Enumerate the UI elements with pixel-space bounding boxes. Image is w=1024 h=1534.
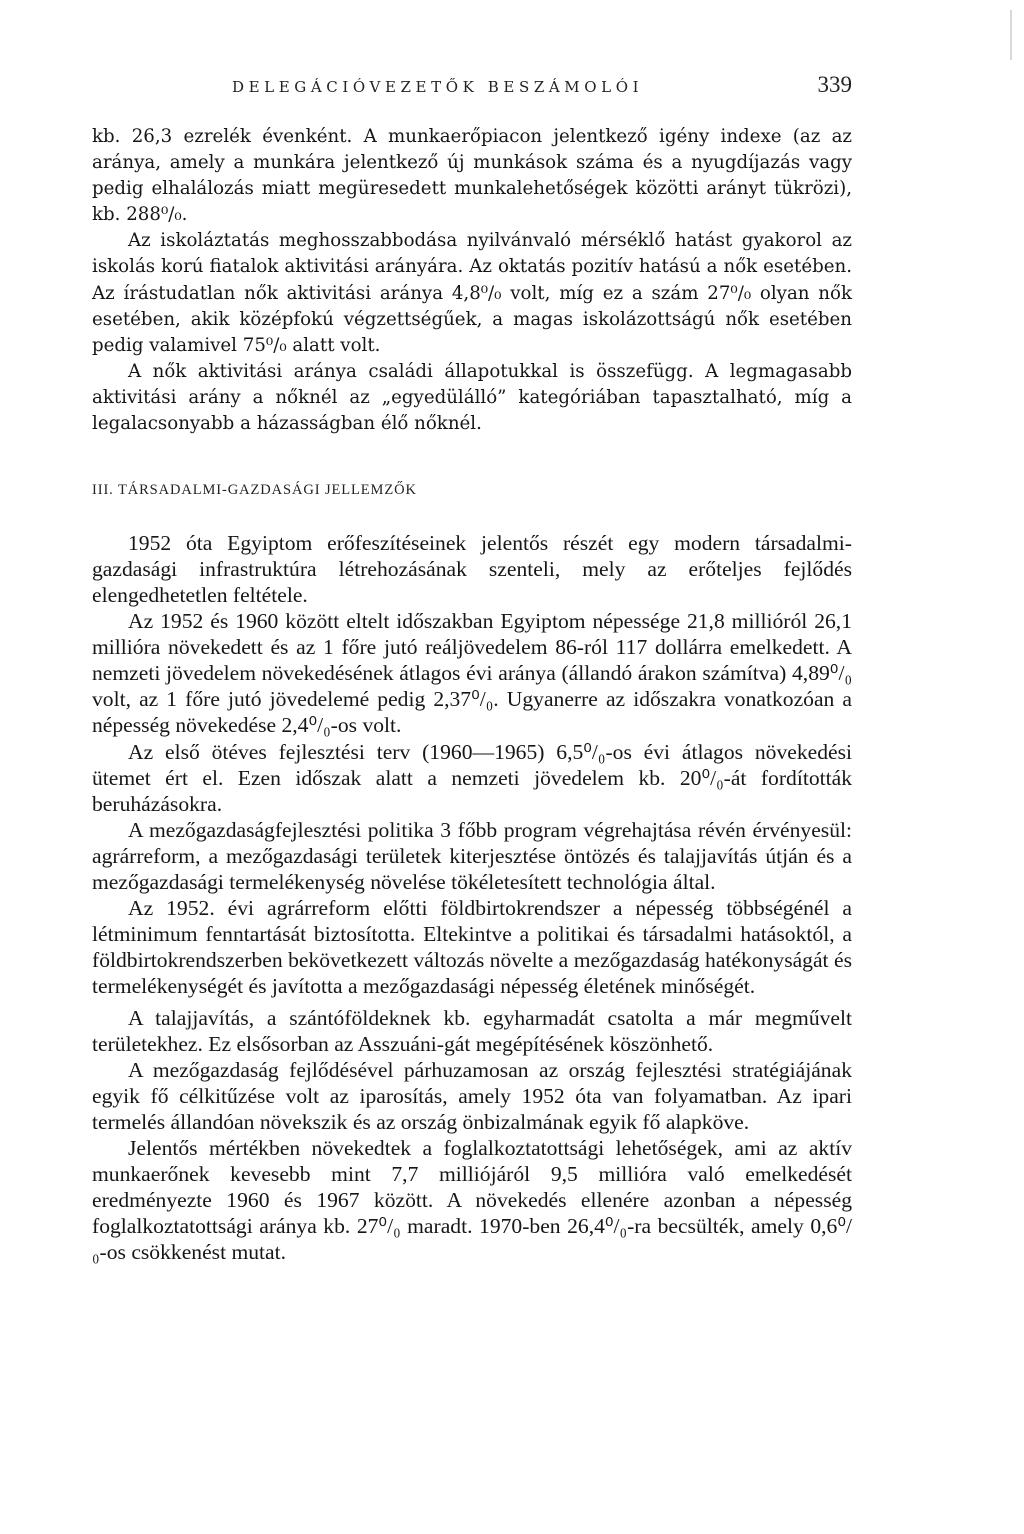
paragraph: A talajjavítás, a szántóföldeknek kb. egyharmadát csatolta a már megművelt területekhez. Ez elsősorban az Asszuáni-gát megépítésének köszönhető.	[92, 1005, 852, 1057]
paragraph: 1952 óta Egyiptom erőfeszítéseinek jelentős részét egy modern társadalmi-gazdasági infrastruktúra létrehozásának szenteli, mely az erőteljes fejlődés elengedhetetlen feltétele.	[92, 531, 852, 608]
section-text-block-continued	[92, 1005, 852, 1265]
paragraph: A nők aktivitási aránya családi állapotukkal is összefügg. A legmagasabb aktivitási arány a nőknél az „egyedülálló” kategóriában tapasztalható, míg a legalacsonyabb a házasságban élő nőknél.	[92, 360, 852, 435]
paragraph: Az 1952 és 1960 között eltelt időszakban Egyiptom népessége 21,8 millióról 26,1 millióra növekedett és az 1 főre jutó reáljövedelem 86-ról 117 dollárra emelkedett. A nemzeti jövedelem növekedésének átlagos évi aránya (állandó árakon számítva) 4,89⁰/₀ volt, az 1 főre jutó jövedelemé pedig 2,37⁰/₀. Ugyanerre az időszakra vonatkozóan a népesség növekedése 2,4⁰/₀-os volt.	[92, 609, 852, 738]
intro-text-block	[92, 124, 852, 437]
page-number: 339	[817, 72, 852, 97]
paragraph: Az első ötéves fejlesztési terv (1960—1965) 6,5⁰/₀-os évi átlagos növekedési ütemet ért el. Ezen időszak alatt a nemzeti jövedelem kb. 20⁰/₀-át fordították beruházásokra.	[92, 739, 852, 816]
section-heading: III. TÁRSADALMI-GAZDASÁGI JELLEMZŐK	[92, 482, 417, 499]
paragraph: A mezőgazdaság fejlődésével párhuzamosan az ország fejlesztési stratégiájának egyik fő célkitűzése volt az iparosítás, amely 1952 óta van folyamatban. Az ipari termelés állandóan növekszik és az ország önbizalmának egyik fő alapköve.	[92, 1058, 852, 1135]
running-title: DELEGÁCIÓVEZETŐK BESZÁMOLÓI	[232, 78, 644, 96]
paragraph: A mezőgazdaságfejlesztési politika 3 főbb program végrehajtása révén érvényesül: agrárreform, a mezőgazdasági területek kiterjesztése öntözés és talajjavítás útján és a mezőgazdasági termelékenység növelése tökéletesített technológia által.	[92, 817, 852, 894]
section-text-block	[92, 530, 852, 999]
paragraph: Az iskoláztatás meghosszabbodása nyilvánvaló mérséklő hatást gyakorol az iskolás korú fiatalok aktivitási arányára. Az oktatás pozitív hatású a nők esetében. Az írástudatlan nők aktivitási aránya 4,8⁰/₀ volt, míg ez a szám 27⁰/₀ olyan nők esetében, akik középfokú végzettségűek, a magas iskolázottságú nők esetében pedig valamivel 75⁰/₀ alatt volt.	[92, 230, 852, 356]
book-page	[92, 70, 852, 1265]
paragraph: Jelentős mértékben növekedtek a foglalkoztatottsági lehetőségek, ami az aktív munkaerőnek kevesebb mint 7,7 milliójáról 9,5 millióra való emelkedését eredményezte 1960 és 1967 között. A növekedés ellenére azonban a népesség foglalkoztatottsági aránya kb. 27⁰/₀ maradt. 1970-ben 26,4⁰/₀-ra becsülték, amely 0,6⁰/₀-os csökkenést mutat.	[92, 1136, 852, 1265]
scan-edge-line	[1010, 10, 1012, 60]
paragraph: Az 1952. évi agrárreform előtti földbirtokrendszer a népesség többségénél a létminimum fenntartását biztosította. Eltekintve a politikai és társadalmi hatásoktól, a földbirtokrendszerben bekövetkezett változás növelte a mezőgazdaság hatékonyságát és termelékenységét és javította a mezőgazdasági népesség életének minőségét.	[92, 895, 852, 998]
running-head	[92, 70, 852, 104]
paragraph-continued: kb. 26,3 ezrelék évenként. A munkaerőpiacon jelentkező igény indexe (az az aránya, amely a munkára jelentkező új munkások száma és a nyugdíjazás vagy pedig elhalálozás miatt megüresedett munkalehetőségek közötti arányt tükrözi), kb. 288⁰/₀.	[92, 126, 852, 226]
